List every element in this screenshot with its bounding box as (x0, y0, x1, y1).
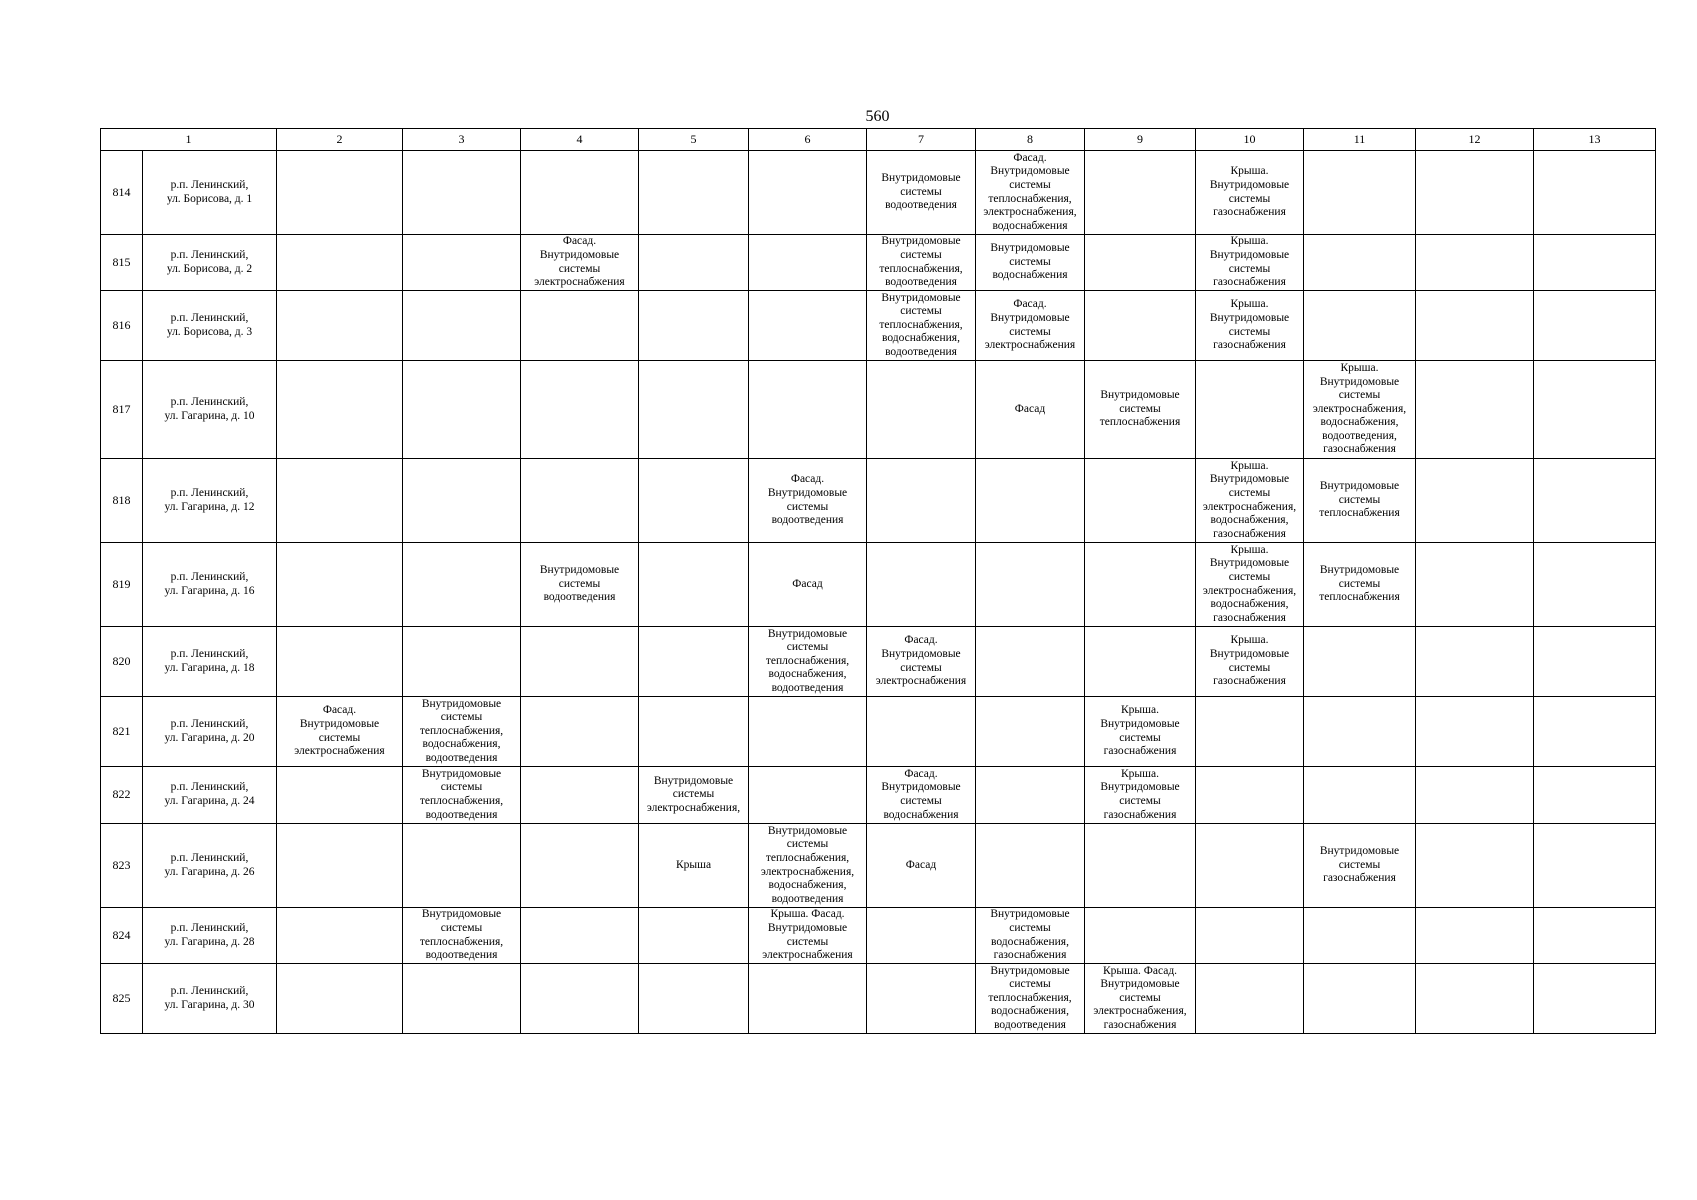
work-cell-col-2 (277, 627, 403, 697)
work-cell-col-8 (976, 627, 1085, 697)
work-cell-col-5 (639, 459, 749, 543)
work-cell-col-10: Крыша. Внутридомовые системы электроснабжения, водоснабжения, газоснабжения (1196, 459, 1304, 543)
work-cell-col-3 (403, 291, 521, 361)
work-cell-col-5 (639, 964, 749, 1034)
work-cell-col-8 (976, 459, 1085, 543)
work-cell-col-3: Внутридомовые системы теплоснабжения, водоотведения (403, 767, 521, 824)
work-cell-col-13 (1534, 291, 1656, 361)
work-cell-col-11 (1304, 767, 1416, 824)
work-cell-col-9: Крыша. Внутридомовые системы газоснабжения (1085, 697, 1196, 767)
building-address: р.п. Ленинский, ул. Борисова, д. 2 (143, 235, 277, 291)
work-cell-col-5 (639, 361, 749, 459)
work-cell-col-13 (1534, 361, 1656, 459)
row-number: 815 (101, 235, 143, 291)
work-cell-col-13 (1534, 908, 1656, 964)
work-cell-col-11 (1304, 964, 1416, 1034)
work-cell-col-12 (1416, 964, 1534, 1034)
work-cell-col-2 (277, 291, 403, 361)
column-header: 1 (101, 129, 277, 151)
work-cell-col-9: Внутридомовые системы теплоснабжения (1085, 361, 1196, 459)
column-header: 6 (749, 129, 867, 151)
work-cell-col-4 (521, 459, 639, 543)
row-number: 816 (101, 291, 143, 361)
work-cell-col-5 (639, 627, 749, 697)
column-header: 7 (867, 129, 976, 151)
column-header: 13 (1534, 129, 1656, 151)
work-cell-col-6 (749, 291, 867, 361)
work-cell-col-10: Крыша. Внутридомовые системы газоснабжения (1196, 235, 1304, 291)
work-cell-col-8: Фасад. Внутридомовые системы электроснабжения (976, 291, 1085, 361)
work-cell-col-4 (521, 908, 639, 964)
work-cell-col-3 (403, 235, 521, 291)
work-cell-col-8: Внутридомовые системы водоснабжения, газоснабжения (976, 908, 1085, 964)
work-cell-col-3 (403, 627, 521, 697)
table-row (101, 627, 1656, 697)
table-row (101, 908, 1656, 964)
work-cell-col-10: Крыша. Внутридомовые системы газоснабжения (1196, 627, 1304, 697)
work-cell-col-12 (1416, 627, 1534, 697)
building-address: р.п. Ленинский, ул. Гагарина, д. 30 (143, 964, 277, 1034)
work-cell-col-13 (1534, 627, 1656, 697)
work-cell-col-13 (1534, 964, 1656, 1034)
column-header: 10 (1196, 129, 1304, 151)
work-cell-col-2 (277, 459, 403, 543)
work-cell-col-12 (1416, 459, 1534, 543)
work-cell-col-2 (277, 543, 403, 627)
work-cell-col-4 (521, 824, 639, 908)
work-cell-col-12 (1416, 543, 1534, 627)
table-row (101, 767, 1656, 824)
work-cell-col-13 (1534, 824, 1656, 908)
work-cell-col-11: Внутридомовые системы теплоснабжения (1304, 543, 1416, 627)
work-cell-col-10 (1196, 697, 1304, 767)
row-number: 814 (101, 151, 143, 235)
work-cell-col-2 (277, 235, 403, 291)
work-cell-col-9: Крыша. Фасад. Внутридомовые системы электроснабжения, газоснабжения (1085, 964, 1196, 1034)
table-row (101, 361, 1656, 459)
work-cell-col-4 (521, 697, 639, 767)
work-cell-col-11: Внутридомовые системы газоснабжения (1304, 824, 1416, 908)
work-cell-col-11 (1304, 908, 1416, 964)
work-cell-col-13 (1534, 235, 1656, 291)
work-cell-col-4 (521, 151, 639, 235)
work-cell-col-12 (1416, 697, 1534, 767)
work-cell-col-6 (749, 964, 867, 1034)
work-cell-col-4: Внутридомовые системы водоотведения (521, 543, 639, 627)
work-cell-col-9 (1085, 627, 1196, 697)
column-header: 9 (1085, 129, 1196, 151)
work-cell-col-6: Внутридомовые системы теплоснабжения, электроснабжения, водоснабжения, водоотведения (749, 824, 867, 908)
table-row (101, 291, 1656, 361)
building-address: р.п. Ленинский, ул. Гагарина, д. 24 (143, 767, 277, 824)
work-cell-col-6: Фасад. Внутридомовые системы водоотведения (749, 459, 867, 543)
work-cell-col-12 (1416, 908, 1534, 964)
work-cell-col-13 (1534, 543, 1656, 627)
table-row (101, 964, 1656, 1034)
row-number: 822 (101, 767, 143, 824)
work-cell-col-11 (1304, 627, 1416, 697)
work-cell-col-10 (1196, 824, 1304, 908)
work-cell-col-5 (639, 908, 749, 964)
work-cell-col-11 (1304, 697, 1416, 767)
work-cell-col-11: Крыша. Внутридомовые системы электроснабжения, водоснабжения, водоотведения, газоснабжения (1304, 361, 1416, 459)
work-cell-col-12 (1416, 235, 1534, 291)
building-address: р.п. Ленинский, ул. Гагарина, д. 12 (143, 459, 277, 543)
row-number: 818 (101, 459, 143, 543)
row-number: 820 (101, 627, 143, 697)
work-cell-col-7: Внутридомовые системы водоотведения (867, 151, 976, 235)
row-number: 817 (101, 361, 143, 459)
building-address: р.п. Ленинский, ул. Борисова, д. 3 (143, 291, 277, 361)
work-cell-col-8 (976, 767, 1085, 824)
work-cell-col-12 (1416, 824, 1534, 908)
work-cell-col-12 (1416, 291, 1534, 361)
work-cell-col-10 (1196, 964, 1304, 1034)
work-cell-col-13 (1534, 459, 1656, 543)
work-cell-col-8 (976, 697, 1085, 767)
work-cell-col-5: Внутридомовые системы электроснабжения, (639, 767, 749, 824)
work-cell-col-5 (639, 543, 749, 627)
work-cell-col-7 (867, 964, 976, 1034)
work-cell-col-6 (749, 151, 867, 235)
work-cell-col-3: Внутридомовые системы теплоснабжения, водоотведения (403, 908, 521, 964)
work-cell-col-2 (277, 767, 403, 824)
work-cell-col-11: Внутридомовые системы теплоснабжения (1304, 459, 1416, 543)
work-cell-col-3 (403, 151, 521, 235)
building-address: р.п. Ленинский, ул. Гагарина, д. 26 (143, 824, 277, 908)
work-cell-col-7 (867, 361, 976, 459)
row-number: 821 (101, 697, 143, 767)
work-cell-col-12 (1416, 151, 1534, 235)
work-cell-col-9 (1085, 824, 1196, 908)
work-cell-col-4: Фасад. Внутридомовые системы электроснабжения (521, 235, 639, 291)
building-address: р.п. Ленинский, ул. Гагарина, д. 28 (143, 908, 277, 964)
work-cell-col-5 (639, 697, 749, 767)
work-cell-col-7 (867, 459, 976, 543)
work-cell-col-6: Крыша. Фасад. Внутридомовые системы электроснабжения (749, 908, 867, 964)
column-header: 4 (521, 129, 639, 151)
work-cell-col-5 (639, 291, 749, 361)
work-cell-col-10: Крыша. Внутридомовые системы газоснабжения (1196, 291, 1304, 361)
work-cell-col-5: Крыша (639, 824, 749, 908)
building-address: р.п. Ленинский, ул. Гагарина, д. 16 (143, 543, 277, 627)
work-cell-col-2 (277, 908, 403, 964)
table-row (101, 543, 1656, 627)
work-cell-col-7 (867, 908, 976, 964)
work-cell-col-3 (403, 459, 521, 543)
building-address: р.п. Ленинский, ул. Гагарина, д. 10 (143, 361, 277, 459)
work-cell-col-2 (277, 151, 403, 235)
work-cell-col-11 (1304, 151, 1416, 235)
work-cell-col-6 (749, 697, 867, 767)
table-row (101, 151, 1656, 235)
work-cell-col-8: Фасад (976, 361, 1085, 459)
work-cell-col-2 (277, 361, 403, 459)
work-cell-col-6 (749, 767, 867, 824)
work-cell-col-6: Внутридомовые системы теплоснабжения, водоснабжения, водоотведения (749, 627, 867, 697)
work-cell-col-7: Внутридомовые системы теплоснабжения, водоснабжения, водоотведения (867, 291, 976, 361)
work-cell-col-9 (1085, 459, 1196, 543)
work-cell-col-3 (403, 543, 521, 627)
column-header: 11 (1304, 129, 1416, 151)
table-row (101, 697, 1656, 767)
table-row (101, 824, 1656, 908)
work-cell-col-6 (749, 361, 867, 459)
work-cell-col-13 (1534, 767, 1656, 824)
work-cell-col-5 (639, 151, 749, 235)
work-cell-col-8 (976, 543, 1085, 627)
page-number: 560 (865, 108, 890, 125)
work-cell-col-5 (639, 235, 749, 291)
work-cell-col-10: Крыша. Внутридомовые системы электроснабжения, водоснабжения, газоснабжения (1196, 543, 1304, 627)
work-cell-col-6 (749, 235, 867, 291)
work-cell-col-13 (1534, 697, 1656, 767)
table-row (101, 235, 1656, 291)
header-row (101, 129, 1656, 151)
work-cell-col-7: Внутридомовые системы теплоснабжения, водоотведения (867, 235, 976, 291)
row-number: 824 (101, 908, 143, 964)
column-header: 8 (976, 129, 1085, 151)
work-cell-col-7: Фасад. Внутридомовые системы водоснабжения (867, 767, 976, 824)
column-header: 2 (277, 129, 403, 151)
work-cell-col-10 (1196, 908, 1304, 964)
work-cell-col-4 (521, 767, 639, 824)
work-cell-col-9 (1085, 543, 1196, 627)
work-cell-col-9 (1085, 908, 1196, 964)
work-cell-col-10: Крыша. Внутридомовые системы газоснабжения (1196, 151, 1304, 235)
work-cell-col-2 (277, 964, 403, 1034)
work-cell-col-8: Фасад. Внутридомовые системы теплоснабжения, электроснабжения, водоснабжения (976, 151, 1085, 235)
work-cell-col-4 (521, 964, 639, 1034)
work-cell-col-4 (521, 291, 639, 361)
building-address: р.п. Ленинский, ул. Борисова, д. 1 (143, 151, 277, 235)
work-cell-col-9 (1085, 235, 1196, 291)
work-cell-col-8: Внутридомовые системы водоснабжения (976, 235, 1085, 291)
column-header: 3 (403, 129, 521, 151)
work-cell-col-8 (976, 824, 1085, 908)
work-cell-col-3 (403, 964, 521, 1034)
work-cell-col-10 (1196, 767, 1304, 824)
work-cell-col-12 (1416, 767, 1534, 824)
work-cell-col-3 (403, 361, 521, 459)
work-cell-col-9 (1085, 151, 1196, 235)
row-number: 823 (101, 824, 143, 908)
repair-schedule-table (100, 128, 1656, 1034)
table-body (101, 151, 1656, 1034)
work-cell-col-12 (1416, 361, 1534, 459)
column-header: 12 (1416, 129, 1534, 151)
work-cell-col-2: Фасад. Внутридомовые системы электроснабжения (277, 697, 403, 767)
work-cell-col-7: Фасад (867, 824, 976, 908)
row-number: 819 (101, 543, 143, 627)
work-cell-col-4 (521, 361, 639, 459)
work-cell-col-2 (277, 824, 403, 908)
work-cell-col-9: Крыша. Внутридомовые системы газоснабжения (1085, 767, 1196, 824)
work-cell-col-7: Фасад. Внутридомовые системы электроснабжения (867, 627, 976, 697)
work-cell-col-3 (403, 824, 521, 908)
building-address: р.п. Ленинский, ул. Гагарина, д. 20 (143, 697, 277, 767)
work-cell-col-7 (867, 697, 976, 767)
work-cell-col-11 (1304, 291, 1416, 361)
work-cell-col-8: Внутридомовые системы теплоснабжения, водоснабжения, водоотведения (976, 964, 1085, 1034)
row-number: 825 (101, 964, 143, 1034)
work-cell-col-3: Внутридомовые системы теплоснабжения, водоснабжения, водоотведения (403, 697, 521, 767)
work-cell-col-13 (1534, 151, 1656, 235)
work-cell-col-7 (867, 543, 976, 627)
column-header: 5 (639, 129, 749, 151)
work-cell-col-9 (1085, 291, 1196, 361)
work-cell-col-11 (1304, 235, 1416, 291)
work-cell-col-10 (1196, 361, 1304, 459)
building-address: р.п. Ленинский, ул. Гагарина, д. 18 (143, 627, 277, 697)
work-cell-col-6: Фасад (749, 543, 867, 627)
table-row (101, 459, 1656, 543)
work-cell-col-4 (521, 627, 639, 697)
